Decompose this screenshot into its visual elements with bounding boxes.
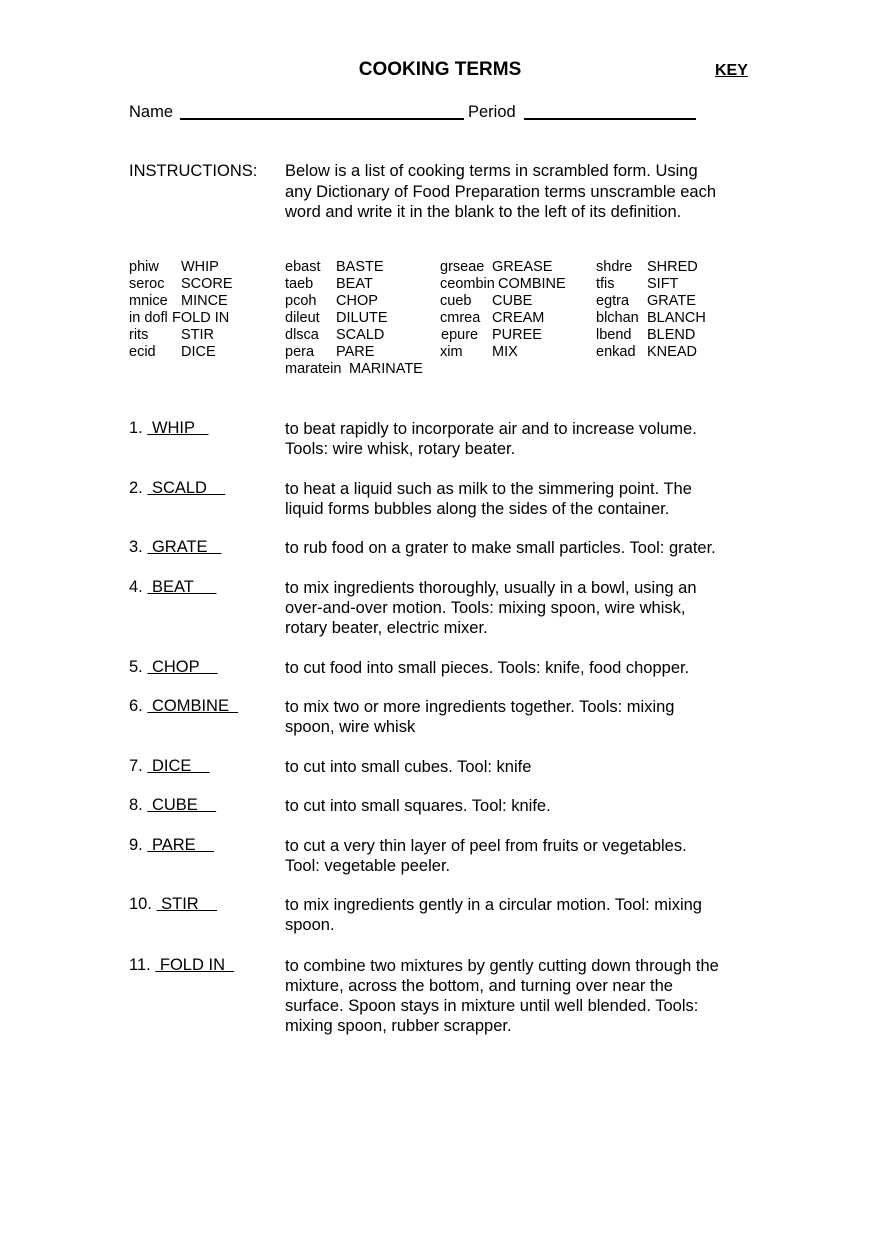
period-field[interactable] xyxy=(524,118,696,120)
word-bank-answer: PUREE xyxy=(492,327,542,343)
word-bank-scrambled: shdre xyxy=(596,259,633,275)
answer-blank[interactable]: CUBE xyxy=(147,796,217,814)
question-number: 3. xyxy=(129,538,143,556)
definition-line: Tools: wire whisk, rotary beater. xyxy=(285,440,516,458)
question-4 xyxy=(129,578,216,597)
word-bank-answer: CREAM xyxy=(492,310,545,326)
word-bank-answer: PARE xyxy=(336,344,375,360)
question-7 xyxy=(129,757,210,776)
question-2 xyxy=(129,479,225,498)
answer-blank[interactable]: GRATE xyxy=(147,538,222,556)
question-9 xyxy=(129,836,214,855)
question-number: 7. xyxy=(129,757,143,775)
word-bank-scrambled: ceombin xyxy=(440,276,495,292)
word-bank-answer: MARINATE xyxy=(349,361,423,377)
word-bank-scrambled: tfis xyxy=(596,276,615,292)
instructions-line: any Dictionary of Food Preparation terms unscramble each xyxy=(285,182,717,201)
word-bank-answer: CUBE xyxy=(492,293,533,309)
question-5 xyxy=(129,658,218,677)
word-bank-answer: BLEND xyxy=(647,327,696,343)
word-bank-scrambled: in dofl xyxy=(129,310,168,326)
definition-line: to cut into small squares. Tool: knife. xyxy=(285,797,551,815)
word-bank-scrambled: rits xyxy=(129,327,149,343)
question-definition xyxy=(285,796,755,816)
name-label: Name xyxy=(129,103,174,121)
answer-blank[interactable]: BEAT xyxy=(147,578,217,596)
question-3 xyxy=(129,538,221,557)
word-bank-scrambled: lbend xyxy=(596,327,632,343)
word-bank-answer: SCORE xyxy=(181,276,233,292)
word-bank-answer: BASTE xyxy=(336,259,384,275)
question-definition xyxy=(285,538,755,558)
definition-line: to combine two mixtures by gently cutting down through the xyxy=(285,957,719,975)
question-8 xyxy=(129,796,216,815)
word-bank-scrambled: taeb xyxy=(285,276,314,292)
word-bank-answer: BLANCH xyxy=(647,310,706,326)
word-bank-scrambled: maratein xyxy=(285,361,342,377)
word-bank-scrambled: dlsca xyxy=(285,327,319,343)
answer-blank[interactable]: COMBINE xyxy=(147,697,239,715)
definition-line: liquid forms bubbles along the sides of the container. xyxy=(285,500,670,518)
question-definition xyxy=(285,895,755,935)
word-bank-answer: SHRED xyxy=(647,259,698,275)
definition-line: to rub food on a grater to make small particles. Tool: grater. xyxy=(285,539,716,557)
period-label: Period xyxy=(468,103,516,121)
word-bank xyxy=(0,259,880,384)
word-bank-answer: DILUTE xyxy=(336,310,388,326)
word-bank-answer: SIFT xyxy=(647,276,679,292)
word-bank-answer: GREASE xyxy=(492,259,553,275)
answer-blank[interactable]: FOLD IN xyxy=(155,956,235,974)
instructions-text xyxy=(285,161,755,223)
question-10 xyxy=(129,895,217,914)
question-number: 1. xyxy=(129,419,143,437)
definition-line: to beat rapidly to incorporate air and to increase volume. xyxy=(285,420,697,438)
word-bank-answer: BEAT xyxy=(336,276,373,292)
question-number: 10. xyxy=(129,895,152,913)
key-label: KEY xyxy=(715,62,748,79)
question-6 xyxy=(129,697,238,716)
definition-line: over-and-over motion. Tools: mixing spoon, wire whisk, xyxy=(285,599,686,617)
answer-blank[interactable]: DICE xyxy=(147,757,210,775)
word-bank-answer: DICE xyxy=(181,344,216,360)
definition-line: to cut a very thin layer of peel from fruits or vegetables. xyxy=(285,837,687,855)
word-bank-scrambled: phiw xyxy=(129,259,159,275)
question-definition xyxy=(285,419,755,459)
definition-line: to heat a liquid such as milk to the simmering point. The xyxy=(285,480,692,498)
word-bank-answer: MINCE xyxy=(181,293,228,309)
word-bank-scrambled: epure xyxy=(441,327,479,343)
question-number: 5. xyxy=(129,658,143,676)
instructions-line: word and write it in the blank to the left of its definition. xyxy=(285,203,682,221)
word-bank-answer: WHIP xyxy=(181,259,219,275)
word-bank-answer: STIR xyxy=(181,327,215,343)
instructions-line: Below is a list of cooking terms in scrambled form. Using xyxy=(285,162,698,180)
word-bank-scrambled: dileut xyxy=(285,310,320,326)
word-bank-scrambled: cmrea xyxy=(440,310,481,326)
word-bank-answer: MIX xyxy=(492,344,518,360)
word-bank-scrambled: mnice xyxy=(129,293,168,309)
definition-line: to mix ingredients thoroughly, usually in a bowl, using an xyxy=(285,579,697,597)
definition-line: to cut into small cubes. Tool: knife xyxy=(285,758,532,776)
question-11 xyxy=(129,956,234,975)
definition-line: rotary beater, electric mixer. xyxy=(285,619,488,637)
word-bank-scrambled: cueb xyxy=(440,293,472,309)
answer-blank[interactable]: PARE xyxy=(147,836,214,854)
word-bank-scrambled: grseae xyxy=(440,259,485,275)
definition-line: mixture, across the bottom, and turning over near the xyxy=(285,977,673,995)
definition-line: mixing spoon, rubber scrapper. xyxy=(285,1017,512,1035)
question-number: 2. xyxy=(129,479,143,497)
question-definition xyxy=(285,697,755,737)
word-bank-scrambled: egtra xyxy=(596,293,630,309)
definition-line: to mix ingredients gently in a circular motion. Tool: mixing xyxy=(285,896,702,914)
word-bank-scrambled: pcoh xyxy=(285,293,317,309)
question-number: 4. xyxy=(129,578,143,596)
answer-blank[interactable]: CHOP xyxy=(147,658,218,676)
word-bank-scrambled: ecid xyxy=(129,344,156,360)
name-field[interactable] xyxy=(180,118,464,120)
question-1 xyxy=(129,419,208,438)
definition-line: spoon, wire whisk xyxy=(285,718,416,736)
question-definition xyxy=(285,479,755,519)
answer-blank[interactable]: STIR xyxy=(156,895,218,913)
definition-line: Tool: vegetable peeler. xyxy=(285,857,451,875)
word-bank-answer: COMBINE xyxy=(498,276,566,292)
definition-line: to mix two or more ingredients together. Tools: mixing xyxy=(285,698,675,716)
word-bank-answer: KNEAD xyxy=(647,344,697,360)
question-definition xyxy=(285,956,755,1036)
word-bank-scrambled: enkad xyxy=(596,344,636,360)
question-number: 6. xyxy=(129,697,143,715)
question-number: 11. xyxy=(129,956,151,974)
word-bank-scrambled: ebast xyxy=(285,259,321,275)
definition-line: spoon. xyxy=(285,916,335,934)
answer-blank[interactable]: WHIP xyxy=(147,419,209,437)
question-definition xyxy=(285,658,755,678)
word-bank-scrambled: seroc xyxy=(129,276,165,292)
question-number: 8. xyxy=(129,796,143,814)
word-bank-scrambled: blchan xyxy=(596,310,639,326)
word-bank-answer: FOLD IN xyxy=(172,310,230,326)
question-definition xyxy=(285,578,755,638)
word-bank-scrambled: xim xyxy=(440,344,463,360)
word-bank-answer: CHOP xyxy=(336,293,378,309)
answer-blank[interactable]: SCALD xyxy=(147,479,226,497)
word-bank-scrambled: pera xyxy=(285,344,315,360)
question-definition xyxy=(285,836,755,876)
page-title: COOKING TERMS xyxy=(358,59,522,80)
definition-line: to cut food into small pieces. Tools: knife, food chopper. xyxy=(285,659,690,677)
question-number: 9. xyxy=(129,836,143,854)
question-definition xyxy=(285,757,755,777)
instructions-label: INSTRUCTIONS: xyxy=(129,162,258,180)
definition-line: surface. Spoon stays in mixture until well blended. Tools: xyxy=(285,997,699,1015)
word-bank-answer: GRATE xyxy=(647,293,696,309)
word-bank-answer: SCALD xyxy=(336,327,385,343)
